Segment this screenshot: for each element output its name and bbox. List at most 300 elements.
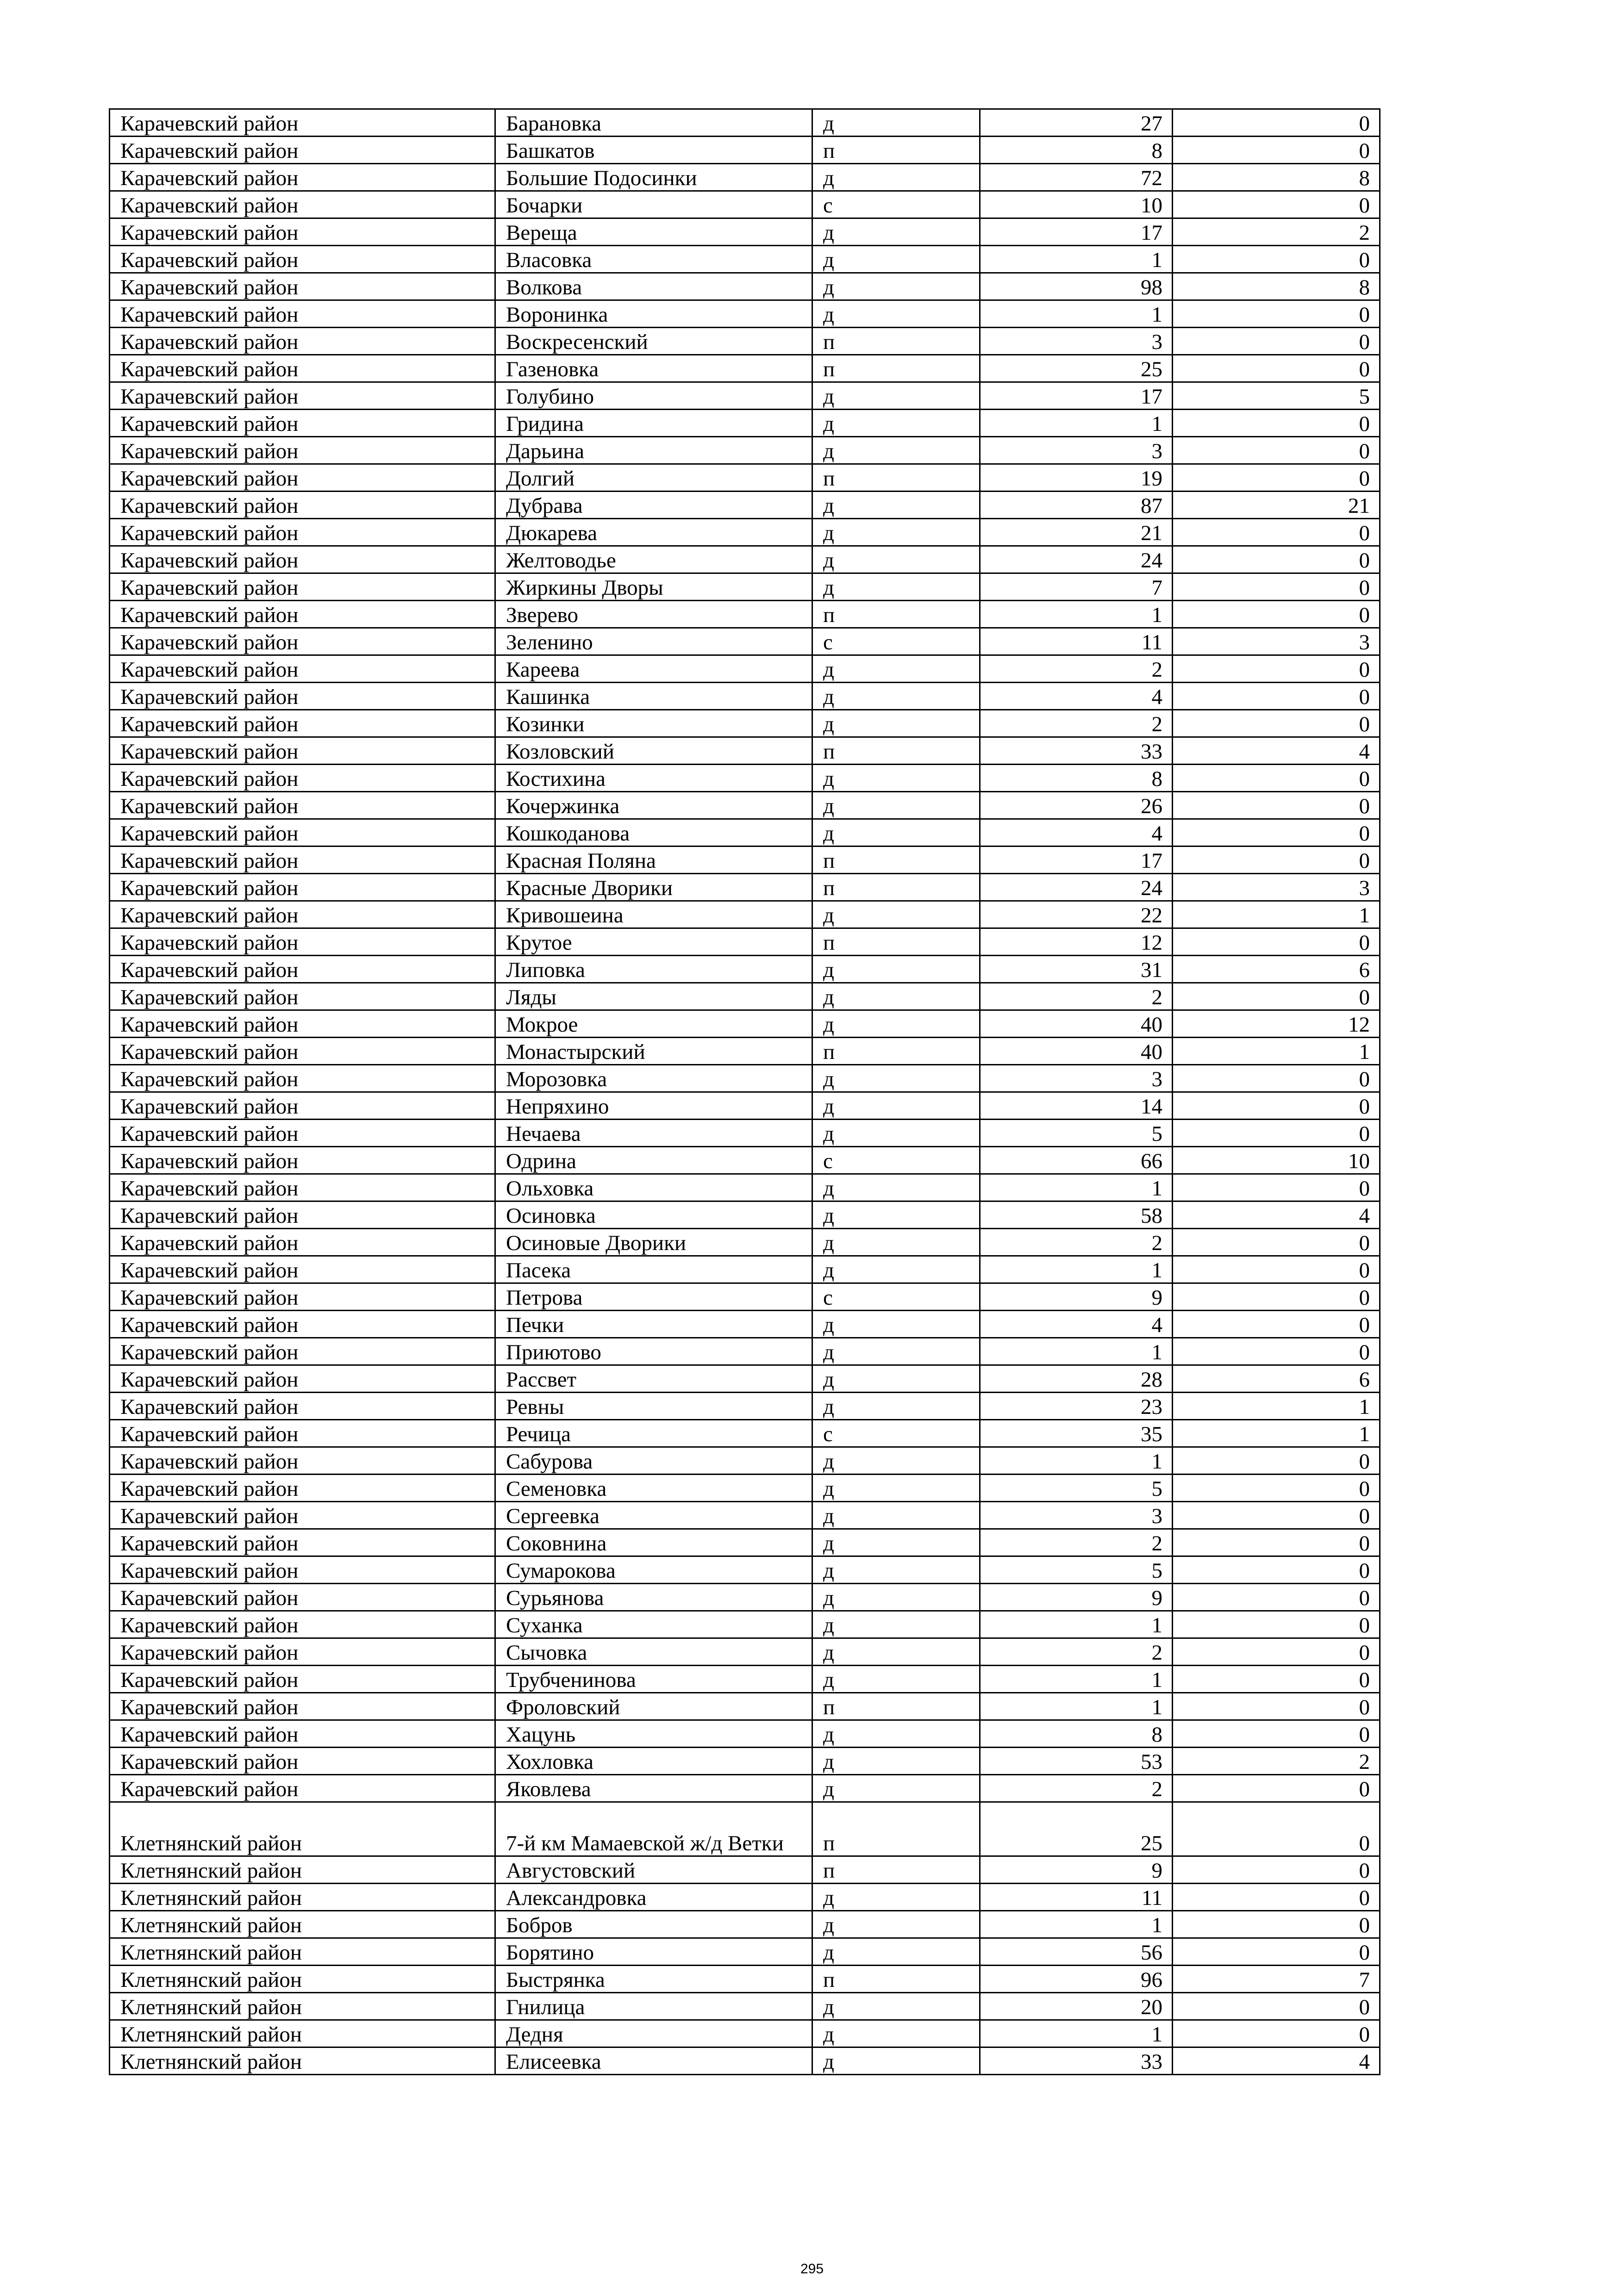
district-cell: Карачевский район <box>110 1556 495 1584</box>
count-cell: 19 <box>980 464 1173 492</box>
district-cell: Карачевский район <box>110 328 495 355</box>
subcount-cell: 0 <box>1173 1611 1380 1638</box>
count-cell: 2 <box>980 983 1173 1010</box>
type-cell: с <box>812 191 980 218</box>
district-cell: Карачевский район <box>110 901 495 928</box>
table-row <box>110 983 1380 1010</box>
type-cell: д <box>812 382 980 410</box>
district-cell: Клетнянский район <box>110 1993 495 2020</box>
count-cell: 53 <box>980 1748 1173 1775</box>
district-cell: Клетнянский район <box>110 2047 495 2075</box>
count-cell: 58 <box>980 1201 1173 1229</box>
table-row <box>110 546 1380 573</box>
table-row <box>110 1529 1380 1556</box>
district-cell: Карачевский район <box>110 355 495 382</box>
settlement-cell: Липовка <box>495 956 812 983</box>
district-cell: Клетнянский район <box>110 1884 495 1911</box>
table-row <box>110 1911 1380 1938</box>
type-cell: д <box>812 437 980 464</box>
subcount-cell: 1 <box>1173 1038 1380 1065</box>
subcount-cell: 21 <box>1173 492 1380 519</box>
table-row <box>110 382 1380 410</box>
count-cell: 1 <box>980 1611 1173 1638</box>
subcount-cell: 0 <box>1173 655 1380 683</box>
subcount-cell: 2 <box>1173 1748 1380 1775</box>
type-cell: п <box>812 846 980 874</box>
table-row <box>110 1748 1380 1775</box>
count-cell: 3 <box>980 1065 1173 1092</box>
subcount-cell: 6 <box>1173 956 1380 983</box>
district-cell: Карачевский район <box>110 1229 495 1256</box>
table-row <box>110 1038 1380 1065</box>
settlement-cell: Хацунь <box>495 1720 812 1748</box>
type-cell: д <box>812 983 980 1010</box>
district-cell: Карачевский район <box>110 191 495 218</box>
table-row <box>110 355 1380 382</box>
table-row <box>110 1502 1380 1529</box>
settlement-cell: Козинки <box>495 710 812 737</box>
table-row <box>110 300 1380 328</box>
count-cell: 1 <box>980 300 1173 328</box>
count-cell: 26 <box>980 792 1173 819</box>
subcount-cell: 0 <box>1173 1775 1380 1802</box>
type-cell: с <box>812 1147 980 1174</box>
subcount-cell: 0 <box>1173 1666 1380 1693</box>
count-cell: 28 <box>980 1365 1173 1393</box>
type-cell: с <box>812 1420 980 1447</box>
settlement-cell: Власовка <box>495 246 812 273</box>
settlement-cell: Яковлева <box>495 1775 812 1802</box>
type-cell: д <box>812 1229 980 1256</box>
count-cell: 1 <box>980 601 1173 628</box>
subcount-cell: 0 <box>1173 1584 1380 1611</box>
count-cell: 2 <box>980 655 1173 683</box>
type-cell: п <box>812 137 980 164</box>
count-cell: 17 <box>980 218 1173 246</box>
type-cell: п <box>812 874 980 901</box>
subcount-cell: 10 <box>1173 1147 1380 1174</box>
count-cell: 40 <box>980 1038 1173 1065</box>
district-cell: Карачевский район <box>110 737 495 765</box>
settlement-cell: Кочержинка <box>495 792 812 819</box>
subcount-cell: 0 <box>1173 191 1380 218</box>
settlement-cell: Большие Подосинки <box>495 164 812 191</box>
type-cell: д <box>812 1748 980 1775</box>
table-row <box>110 1938 1380 1966</box>
count-cell: 87 <box>980 492 1173 519</box>
type-cell: д <box>812 1584 980 1611</box>
table-row <box>110 492 1380 519</box>
type-cell: д <box>812 1884 980 1911</box>
count-cell: 21 <box>980 519 1173 546</box>
table-row <box>110 1420 1380 1447</box>
district-cell: Карачевский район <box>110 137 495 164</box>
settlement-cell: Гнилица <box>495 1993 812 2020</box>
settlement-cell: Кривошеина <box>495 901 812 928</box>
type-cell: д <box>812 1010 980 1038</box>
settlement-cell: Мокрое <box>495 1010 812 1038</box>
count-cell: 17 <box>980 846 1173 874</box>
type-cell: п <box>812 1966 980 1993</box>
table-row <box>110 1010 1380 1038</box>
settlement-cell: Крутое <box>495 928 812 956</box>
settlement-cell: Осиновка <box>495 1201 812 1229</box>
subcount-cell: 0 <box>1173 355 1380 382</box>
type-cell: д <box>812 519 980 546</box>
table-row <box>110 1283 1380 1311</box>
settlement-cell: Голубино <box>495 382 812 410</box>
type-cell: д <box>812 410 980 437</box>
settlement-cell: Трубченинова <box>495 1666 812 1693</box>
count-cell: 10 <box>980 191 1173 218</box>
district-cell: Карачевский район <box>110 874 495 901</box>
subcount-cell: 0 <box>1173 300 1380 328</box>
district-cell: Карачевский район <box>110 1529 495 1556</box>
type-cell: д <box>812 300 980 328</box>
count-cell: 24 <box>980 546 1173 573</box>
count-cell: 2 <box>980 710 1173 737</box>
settlement-cell: Семеновка <box>495 1475 812 1502</box>
subcount-cell: 0 <box>1173 137 1380 164</box>
subcount-cell: 0 <box>1173 1693 1380 1720</box>
subcount-cell: 0 <box>1173 683 1380 710</box>
count-cell: 9 <box>980 1856 1173 1884</box>
district-cell: Карачевский район <box>110 1502 495 1529</box>
settlement-cell: Осиновые Дворики <box>495 1229 812 1256</box>
count-cell: 1 <box>980 1666 1173 1693</box>
subcount-cell: 0 <box>1173 1256 1380 1283</box>
subcount-cell: 5 <box>1173 382 1380 410</box>
table-row <box>110 191 1380 218</box>
table-row <box>110 683 1380 710</box>
type-cell: д <box>812 1556 980 1584</box>
district-cell: Карачевский район <box>110 956 495 983</box>
type-cell: д <box>812 2020 980 2047</box>
table-row <box>110 2020 1380 2047</box>
count-cell: 20 <box>980 1993 1173 2020</box>
count-cell: 1 <box>980 1256 1173 1283</box>
settlement-cell: Козловский <box>495 737 812 765</box>
table-row <box>110 1065 1380 1092</box>
district-cell: Карачевский район <box>110 1120 495 1147</box>
table-row <box>110 1802 1380 1856</box>
subcount-cell: 0 <box>1173 328 1380 355</box>
district-cell: Карачевский район <box>110 382 495 410</box>
table-row <box>110 573 1380 601</box>
table-row <box>110 1092 1380 1120</box>
table-row <box>110 410 1380 437</box>
table-row <box>110 273 1380 300</box>
table-row <box>110 1666 1380 1693</box>
district-cell: Карачевский район <box>110 1693 495 1720</box>
subcount-cell: 0 <box>1173 464 1380 492</box>
type-cell: д <box>812 1502 980 1529</box>
table-row <box>110 655 1380 683</box>
count-cell: 31 <box>980 956 1173 983</box>
count-cell: 3 <box>980 1502 1173 1529</box>
type-cell: д <box>812 683 980 710</box>
settlement-cell: Дарьина <box>495 437 812 464</box>
settlement-cell: Фроловский <box>495 1693 812 1720</box>
table-row <box>110 1256 1380 1283</box>
count-cell: 17 <box>980 382 1173 410</box>
subcount-cell: 0 <box>1173 765 1380 792</box>
count-cell: 1 <box>980 246 1173 273</box>
settlement-cell: Газеновка <box>495 355 812 382</box>
type-cell: п <box>812 928 980 956</box>
type-cell: д <box>812 1720 980 1748</box>
subcount-cell: 0 <box>1173 1447 1380 1475</box>
district-cell: Карачевский район <box>110 1447 495 1475</box>
district-cell: Карачевский район <box>110 655 495 683</box>
table-row <box>110 1993 1380 2020</box>
subcount-cell: 0 <box>1173 519 1380 546</box>
district-cell: Карачевский район <box>110 1311 495 1338</box>
district-cell: Карачевский район <box>110 1174 495 1201</box>
type-cell: д <box>812 218 980 246</box>
type-cell: д <box>812 492 980 519</box>
district-cell: Карачевский район <box>110 1147 495 1174</box>
count-cell: 3 <box>980 437 1173 464</box>
count-cell: 2 <box>980 1529 1173 1556</box>
district-cell: Карачевский район <box>110 1720 495 1748</box>
settlement-cell: Воскресенский <box>495 328 812 355</box>
district-cell: Карачевский район <box>110 1748 495 1775</box>
table-row <box>110 1147 1380 1174</box>
subcount-cell: 0 <box>1173 1475 1380 1502</box>
subcount-cell: 0 <box>1173 410 1380 437</box>
settlements-table <box>109 108 1380 2075</box>
subcount-cell: 0 <box>1173 546 1380 573</box>
district-cell: Клетнянский район <box>110 1911 495 1938</box>
type-cell: д <box>812 1365 980 1393</box>
subcount-cell: 0 <box>1173 928 1380 956</box>
subcount-cell: 0 <box>1173 1092 1380 1120</box>
type-cell: п <box>812 1802 980 1856</box>
table-row <box>110 901 1380 928</box>
settlement-cell: Приютово <box>495 1338 812 1365</box>
district-cell: Клетнянский район <box>110 1856 495 1884</box>
table-row <box>110 1693 1380 1720</box>
district-cell: Карачевский район <box>110 983 495 1010</box>
subcount-cell: 0 <box>1173 1120 1380 1147</box>
settlement-cell: Костихина <box>495 765 812 792</box>
subcount-cell: 0 <box>1173 2020 1380 2047</box>
settlement-cell: Хохловка <box>495 1748 812 1775</box>
count-cell: 22 <box>980 901 1173 928</box>
settlement-cell: Печки <box>495 1311 812 1338</box>
type-cell: д <box>812 1911 980 1938</box>
settlement-cell: Ляды <box>495 983 812 1010</box>
subcount-cell: 0 <box>1173 819 1380 846</box>
settlement-cell: Быстрянка <box>495 1966 812 1993</box>
type-cell: д <box>812 1065 980 1092</box>
subcount-cell: 1 <box>1173 1393 1380 1420</box>
type-cell: д <box>812 1311 980 1338</box>
settlement-cell: Гридина <box>495 410 812 437</box>
subcount-cell: 4 <box>1173 1201 1380 1229</box>
settlement-cell: Бобров <box>495 1911 812 1938</box>
subcount-cell: 8 <box>1173 164 1380 191</box>
table-row <box>110 137 1380 164</box>
table-row <box>110 218 1380 246</box>
subcount-cell: 6 <box>1173 1365 1380 1393</box>
subcount-cell: 4 <box>1173 737 1380 765</box>
table-row <box>110 1201 1380 1229</box>
table-body <box>110 109 1380 2075</box>
settlement-cell: Суханка <box>495 1611 812 1638</box>
table-row <box>110 628 1380 655</box>
table-row <box>110 1966 1380 1993</box>
settlement-cell: Августовский <box>495 1856 812 1884</box>
type-cell: д <box>812 901 980 928</box>
subcount-cell: 0 <box>1173 1529 1380 1556</box>
count-cell: 2 <box>980 1229 1173 1256</box>
settlement-cell: Одрина <box>495 1147 812 1174</box>
table-row <box>110 1884 1380 1911</box>
settlement-cell: Сумарокова <box>495 1556 812 1584</box>
count-cell: 27 <box>980 109 1173 137</box>
count-cell: 8 <box>980 765 1173 792</box>
type-cell: д <box>812 1256 980 1283</box>
type-cell: п <box>812 1038 980 1065</box>
type-cell: д <box>812 1775 980 1802</box>
type-cell: д <box>812 792 980 819</box>
district-cell: Клетнянский район <box>110 2020 495 2047</box>
settlement-cell: Дюкарева <box>495 519 812 546</box>
type-cell: д <box>812 819 980 846</box>
settlement-cell: 7-й км Мамаевской ж/д Ветки <box>495 1802 812 1856</box>
subcount-cell: 0 <box>1173 710 1380 737</box>
settlement-cell: Бочарки <box>495 191 812 218</box>
settlement-cell: Морозовка <box>495 1065 812 1092</box>
table-row <box>110 1584 1380 1611</box>
district-cell: Карачевский район <box>110 1611 495 1638</box>
type-cell: д <box>812 1475 980 1502</box>
table-row <box>110 765 1380 792</box>
settlement-cell: Зверево <box>495 601 812 628</box>
district-cell: Карачевский район <box>110 846 495 874</box>
count-cell: 24 <box>980 874 1173 901</box>
table-row <box>110 1856 1380 1884</box>
district-cell: Карачевский район <box>110 1256 495 1283</box>
settlement-cell: Непряхино <box>495 1092 812 1120</box>
district-cell: Карачевский район <box>110 928 495 956</box>
type-cell: д <box>812 1447 980 1475</box>
district-cell: Карачевский район <box>110 765 495 792</box>
subcount-cell: 0 <box>1173 1502 1380 1529</box>
subcount-cell: 2 <box>1173 218 1380 246</box>
subcount-cell: 3 <box>1173 628 1380 655</box>
settlement-cell: Барановка <box>495 109 812 137</box>
district-cell: Карачевский район <box>110 1092 495 1120</box>
count-cell: 1 <box>980 2020 1173 2047</box>
type-cell: д <box>812 1174 980 1201</box>
subcount-cell: 0 <box>1173 1638 1380 1666</box>
count-cell: 2 <box>980 1775 1173 1802</box>
district-cell: Карачевский район <box>110 710 495 737</box>
subcount-cell: 0 <box>1173 846 1380 874</box>
subcount-cell: 0 <box>1173 1884 1380 1911</box>
count-cell: 11 <box>980 1884 1173 1911</box>
subcount-cell: 0 <box>1173 437 1380 464</box>
table-row <box>110 1556 1380 1584</box>
district-cell: Карачевский район <box>110 819 495 846</box>
count-cell: 25 <box>980 1802 1173 1856</box>
subcount-cell: 0 <box>1173 1802 1380 1856</box>
type-cell: д <box>812 1666 980 1693</box>
type-cell: д <box>812 1393 980 1420</box>
table-row <box>110 1311 1380 1338</box>
count-cell: 1 <box>980 410 1173 437</box>
count-cell: 56 <box>980 1938 1173 1966</box>
settlement-cell: Кошкоданова <box>495 819 812 846</box>
type-cell: д <box>812 1993 980 2020</box>
count-cell: 1 <box>980 1174 1173 1201</box>
count-cell: 25 <box>980 355 1173 382</box>
table-row <box>110 437 1380 464</box>
settlement-cell: Пасека <box>495 1256 812 1283</box>
settlement-cell: Соковнина <box>495 1529 812 1556</box>
district-cell: Карачевский район <box>110 464 495 492</box>
type-cell: п <box>812 601 980 628</box>
table-row <box>110 1338 1380 1365</box>
settlement-cell: Петрова <box>495 1283 812 1311</box>
subcount-cell: 1 <box>1173 1420 1380 1447</box>
settlement-cell: Нечаева <box>495 1120 812 1147</box>
table-row <box>110 464 1380 492</box>
subcount-cell: 0 <box>1173 1065 1380 1092</box>
count-cell: 8 <box>980 1720 1173 1748</box>
district-cell: Карачевский район <box>110 1283 495 1311</box>
count-cell: 5 <box>980 1120 1173 1147</box>
subcount-cell: 0 <box>1173 1720 1380 1748</box>
type-cell: п <box>812 464 980 492</box>
count-cell: 4 <box>980 683 1173 710</box>
district-cell: Клетнянский район <box>110 1966 495 1993</box>
table-row <box>110 164 1380 191</box>
district-cell: Карачевский район <box>110 410 495 437</box>
district-cell: Карачевский район <box>110 1666 495 1693</box>
type-cell: п <box>812 737 980 765</box>
settlement-cell: Сурьянова <box>495 1584 812 1611</box>
page-number: 295 <box>800 2261 824 2277</box>
count-cell: 3 <box>980 328 1173 355</box>
count-cell: 96 <box>980 1966 1173 1993</box>
settlement-cell: Сычовка <box>495 1638 812 1666</box>
table-row <box>110 819 1380 846</box>
count-cell: 9 <box>980 1584 1173 1611</box>
district-cell: Карачевский район <box>110 683 495 710</box>
type-cell: с <box>812 628 980 655</box>
count-cell: 35 <box>980 1420 1173 1447</box>
district-cell: Карачевский район <box>110 273 495 300</box>
district-cell: Карачевский район <box>110 492 495 519</box>
subcount-cell: 0 <box>1173 983 1380 1010</box>
subcount-cell: 0 <box>1173 1556 1380 1584</box>
type-cell: д <box>812 956 980 983</box>
settlement-cell: Сабурова <box>495 1447 812 1475</box>
subcount-cell: 0 <box>1173 1283 1380 1311</box>
district-cell: Карачевский район <box>110 628 495 655</box>
table-row <box>110 601 1380 628</box>
subcount-cell: 0 <box>1173 792 1380 819</box>
subcount-cell: 12 <box>1173 1010 1380 1038</box>
district-cell: Карачевский район <box>110 1775 495 1802</box>
district-cell: Карачевский район <box>110 1420 495 1447</box>
district-cell: Карачевский район <box>110 300 495 328</box>
type-cell: д <box>812 1120 980 1147</box>
